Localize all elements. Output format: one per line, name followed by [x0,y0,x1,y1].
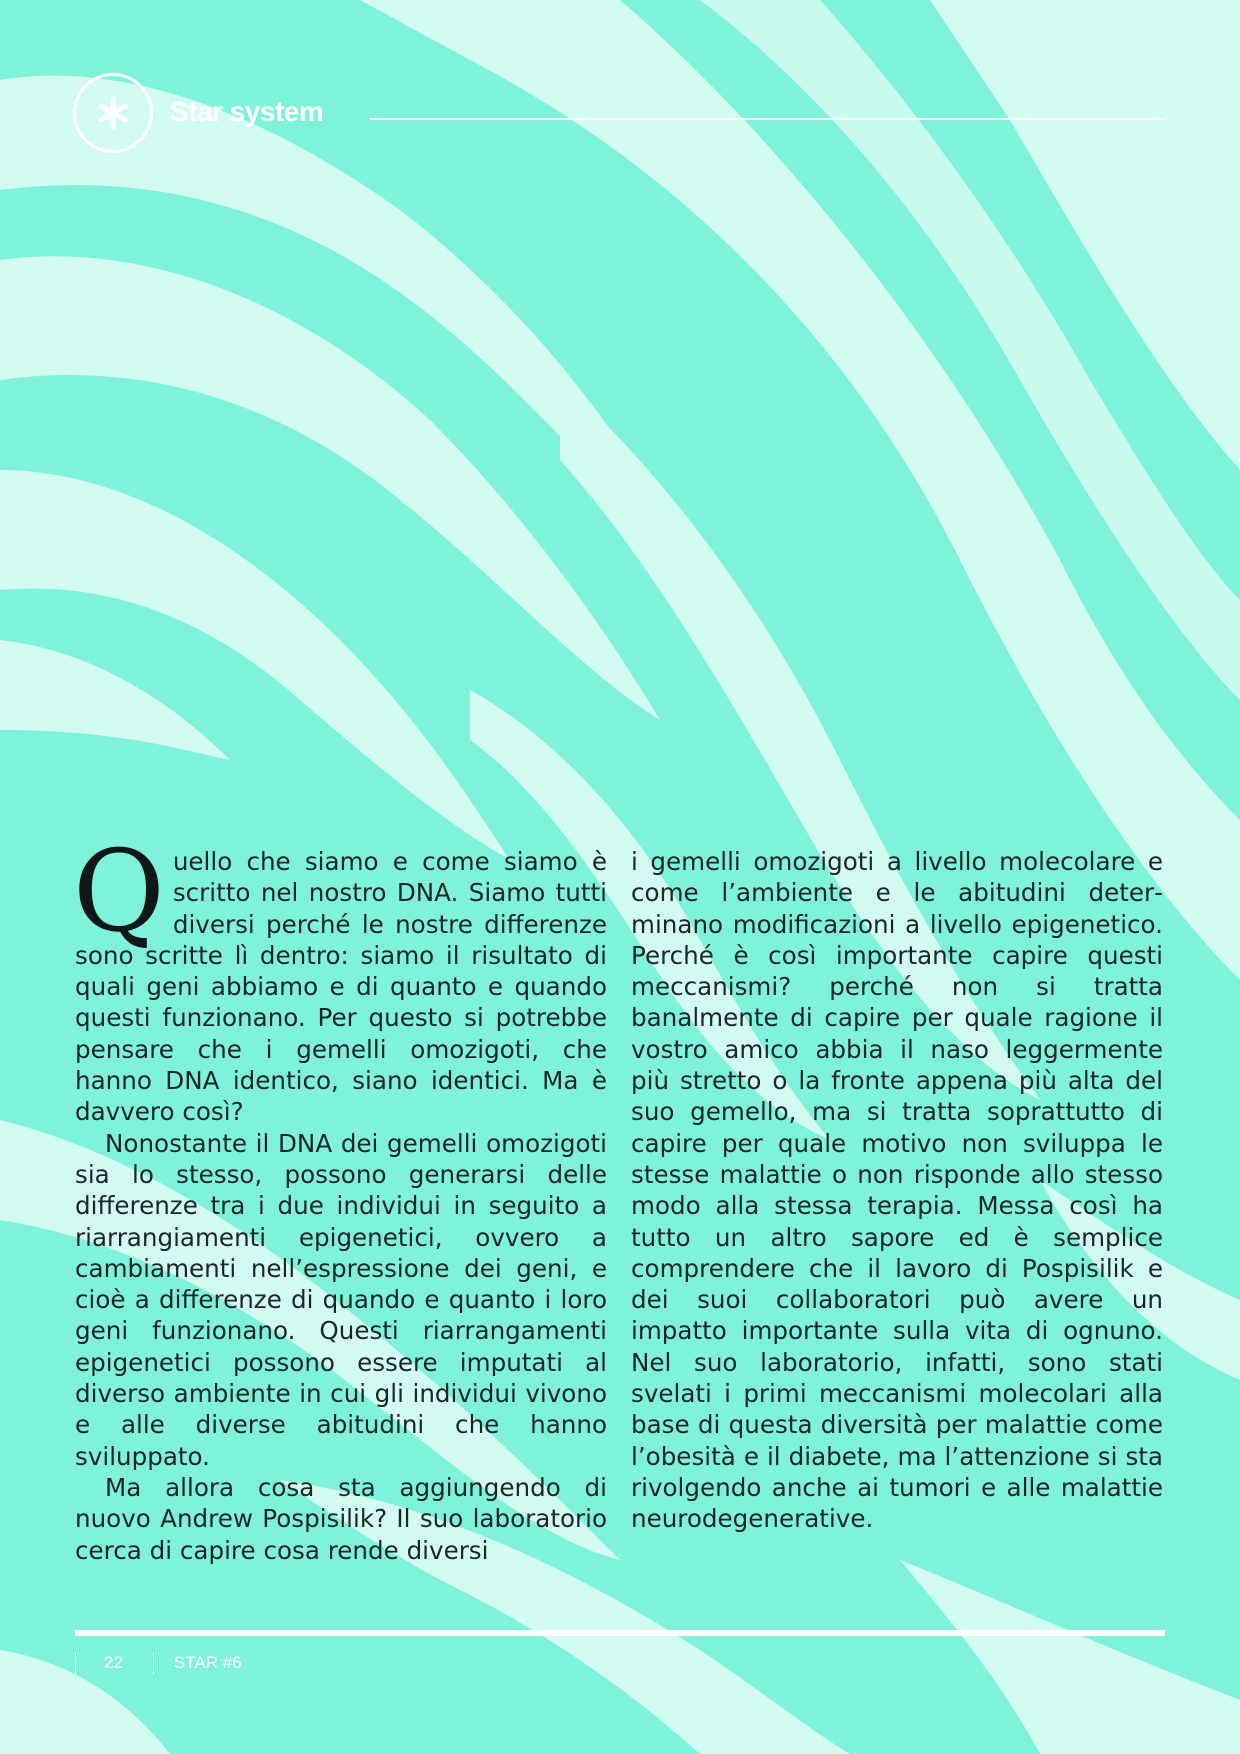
drop-cap: Q [73,827,165,957]
header-divider [370,118,1164,120]
footer-divider [75,1630,1165,1636]
paragraph: Ma allora cosa sta aggiungendo di nuovo Andrew Pospisilik? Il suo laboratorio cerca di capire cosa rende diversi [75,1472,607,1565]
asterisk-icon [95,95,131,131]
issue-label: STAR #6 [173,1653,242,1672]
article-column-left [73,827,607,1566]
section-title: Star system [170,96,324,127]
article-column-right [631,846,1163,1535]
paragraph-text: uello che siamo e come siamo è scritto nel nostro DNA. Siamo tutti diversi perché le nostre differenze sono scritte lì dentro: siamo il risultato di quali geni abbiamo e di quanto e quando questi funzionano. Per questo si potrebbe pensare che i gemelli omozigoti, che hanno DNA identico, siano identici. Ma è davvero così? [75,847,607,1127]
paragraph [73,827,607,1128]
page-footer [75,1652,242,1674]
paragraph: Nonostante il DNA dei gemelli omozigoti sia lo stesso, possono generarsi delle differenze tra i due individui in seguito a riarrangiamenti epigenetici, ovvero a cambiamenti nell’espressione dei geni, e cioè a differenze di quando e quanto i loro geni funzionano. Questi riarrangamenti epigenetici possono essere imputati al diverso ambiente in cui gli individui vivono e alle diverse abitudini che hanno sviluppato. [75,1128,607,1471]
page-number: 22 [104,1653,123,1672]
page-header [0,0,1240,180]
logo [73,73,153,153]
paragraph: i gemelli omozigoti a livello molecolare e come l’ambiente e le abitudini determinano modificazioni a livello epigenetico. Perché è così importante capire questi meccanismi? perché non si tratta banalmente di capire per quale ragione il vostro amico abbia il naso leggermente più stretto o la fronte appena più alta del suo gemello, ma si tratta soprattutto di capire per quale motivo non sviluppa le stesse malattie o non risponde allo stesso modo alla stessa terapia. Messa così ha tutto un altro sapore ed è semplice comprendere che il lavoro di Pospisilik e dei suoi collaboratori può avere un impatto importante sulla vita di ognuno. Nel suo laboratorio, infatti, sono stati svelati i primi meccanismi molecolari alla base di questa diversità per malattie come l’obesità e il diabete, ma l’attenzione si sta rivolgendo anche ai tumori e alle malattie neurodegenerative. [631,847,1163,1534]
